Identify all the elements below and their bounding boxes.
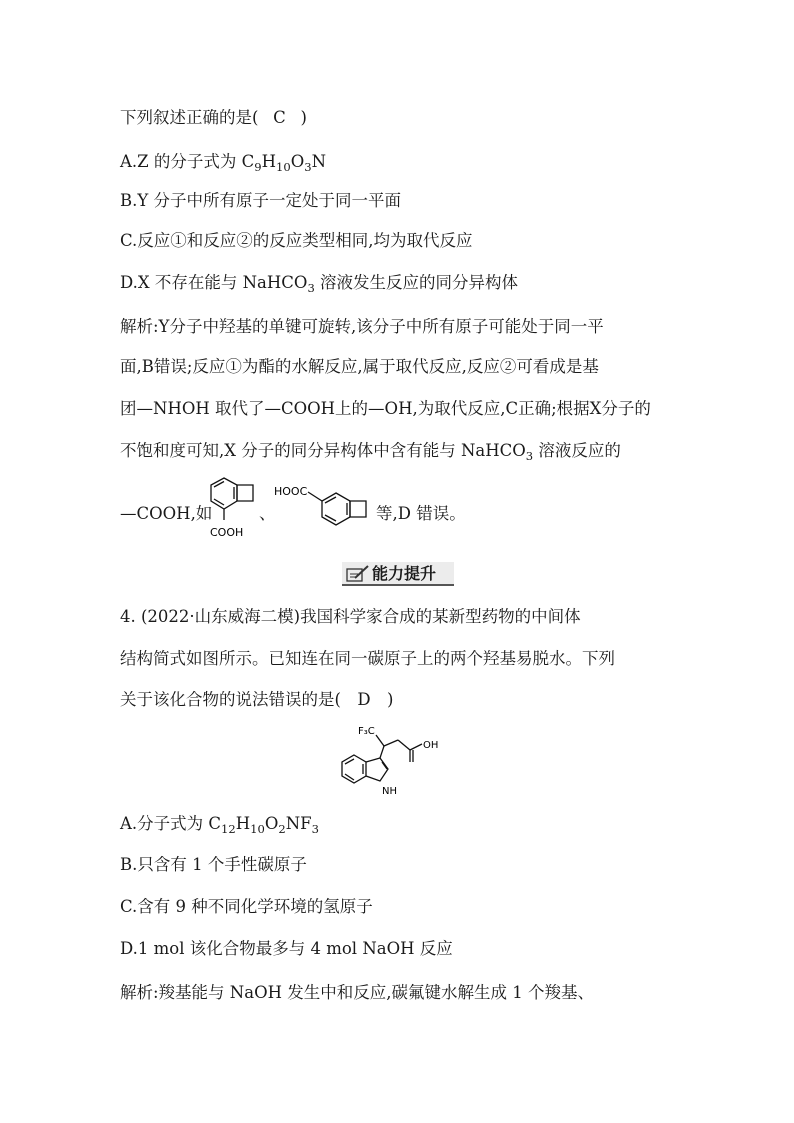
q3-option-d: D.X 不存在能与 NaHCO$_3$ 溶液发生反应的同分异构体 [120, 273, 519, 296]
section-title: 能力提升 [372, 564, 437, 583]
q4-stem-line-1: 4. (2022·山东威海二模)我国科学家合成的某新型药物的中间体 [120, 607, 581, 626]
q3-analysis-line-2: 面,B错误;反应①为酯的水解反应,属于取代反应,反应②可看成是基 [120, 357, 599, 376]
q3-analysis-line-5a: —COOH,如 [120, 504, 213, 523]
hooc-label: HOOC [274, 485, 308, 498]
pencil-note-icon [346, 565, 370, 583]
q4-stem-line-3: 关于该化合物的说法错误的是( D ) [120, 690, 394, 709]
cooh-label: COOH [210, 526, 244, 539]
indole-cf3-acid-structure [336, 722, 464, 804]
q3-analysis-line-3: 团—NHOH 取代了—COOH上的—OH,为取代反应,C正确;根据X分子的 [120, 399, 651, 418]
q4-analysis-line-1: 解析:羧基能与 NaOH 发生中和反应,碳氟键水解生成 1 个羧基、 [120, 983, 594, 1002]
cyclobutene-ring-2 [350, 501, 366, 517]
q3-option-b: B.Y 分子中所有原子一定处于同一平面 [120, 191, 402, 210]
q4-answer: D [357, 690, 371, 709]
cf3-label: F₃C [358, 726, 375, 737]
q3-option-c: C.反应①和反应②的反应类型相同,均为取代反应 [120, 231, 473, 250]
hooc-benzocyclobutene-structure [274, 482, 378, 532]
q3-stem: 下列叙述正确的是( C ) [120, 108, 307, 127]
q4-option-c: C.含有 9 种不同化学环境的氢原子 [120, 897, 373, 916]
benzocyclobutene-cooh-structure [196, 474, 260, 546]
indole-pyrrole-ring [366, 758, 388, 781]
nh-label: NH [382, 786, 397, 797]
q3-analysis-line-5b: 、 [259, 504, 276, 523]
q4-option-a: A.分子式为 $C_{12}H_{10}O_2NF_3$ [120, 814, 319, 837]
q3-option-a: A.Z 的分子式为 $C_9H_{10}O_3N$ [120, 152, 327, 175]
q3-analysis-line-5c: 等,D 错误。 [376, 504, 466, 523]
q4-stem-line-2: 结构简式如图所示。已知连在同一碳原子上的两个羟基易脱水。下列 [120, 649, 615, 668]
q3-analysis-line-4: 不饱和度可知,X 分子的同分异构体中含有能与 NaHCO$_3$ 溶液反应的 [120, 441, 621, 464]
oh-label: OH [423, 740, 439, 751]
q4-option-b: B.只含有 1 个手性碳原子 [120, 855, 307, 874]
benzene-ring-2 [322, 493, 350, 525]
q3-answer: C [273, 108, 286, 127]
q3-analysis-line-1: 解析:Y分子中羟基的单键可旋转,该分子中所有原子可能处于同一平 [120, 317, 604, 336]
cyclobutene-ring [237, 485, 253, 501]
q4-option-d: D.1 mol 该化合物最多与 4 mol NaOH 反应 [120, 939, 453, 958]
section-header [342, 562, 454, 586]
